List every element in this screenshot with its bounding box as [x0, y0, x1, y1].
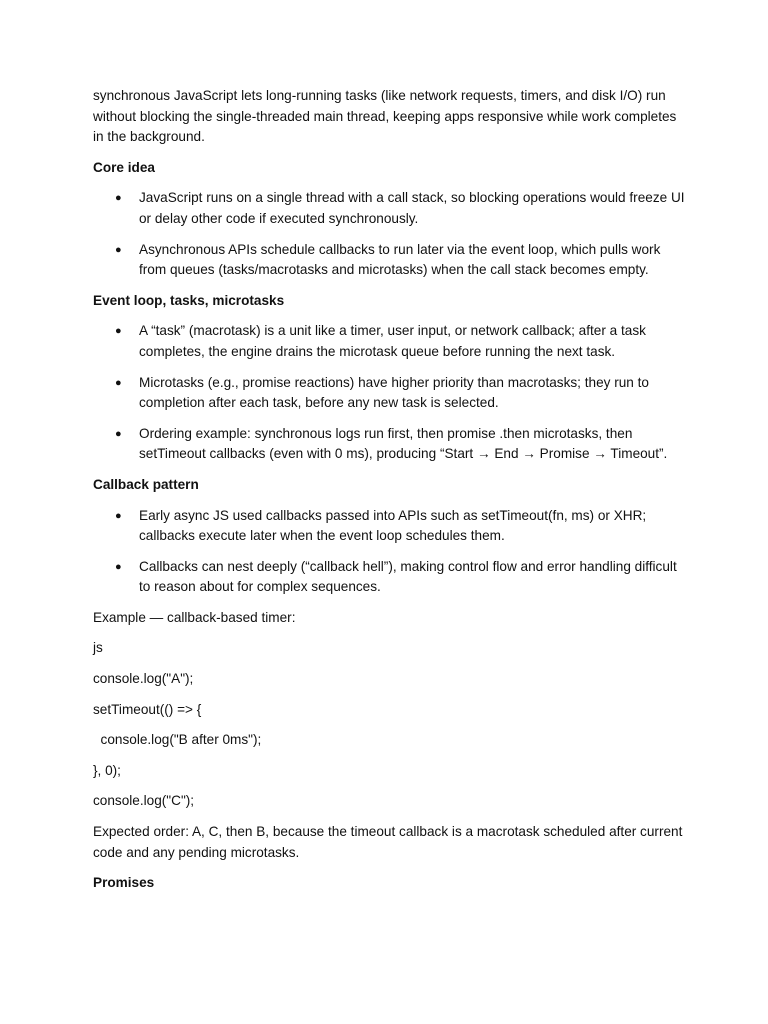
list-item — [93, 506, 689, 547]
bullet-icon: ● — [115, 376, 122, 389]
code-line: console.log("C"); — [93, 793, 195, 809]
bullet-icon: ● — [115, 325, 122, 338]
code-line: }, 0); — [93, 762, 121, 778]
core-idea-heading: Core idea — [93, 159, 155, 175]
callback-pattern-heading: Callback pattern — [93, 476, 199, 492]
list-item — [93, 188, 689, 229]
list-item-text: Microtasks (e.g., promise reactions) have higher priority than macrotasks; they run to completion after each task, before any new task is selected. — [139, 374, 649, 411]
bullet-icon: ● — [115, 427, 122, 440]
intro-paragraph: synchronous JavaScript lets long-running tasks (like network requests, timers, and disk I/O) run without blocking the single-threaded main thread, keeping apps responsive while work completes in the background. — [93, 88, 677, 145]
bullet-icon: ● — [115, 243, 122, 256]
event-loop-heading: Event loop, tasks, microtasks — [93, 292, 285, 308]
list-item — [93, 424, 689, 465]
list-item — [93, 321, 689, 362]
list-item-text: JavaScript runs on a single thread with a call stack, so blocking operations would freeze UI or delay other code if executed synchronously. — [139, 190, 685, 226]
list-item — [93, 373, 689, 414]
code-line: setTimeout(() => { — [93, 701, 202, 717]
list-item-text: Early async JS used callbacks passed into APIs such as setTimeout(fn, ms) or XHR; callbacks execute later when the event loop schedules them. — [139, 507, 647, 544]
callback-pattern-list — [93, 506, 689, 598]
list-item — [93, 240, 689, 281]
example-title: Example — callback-based timer: — [93, 609, 296, 625]
core-idea-list — [93, 188, 689, 280]
promises-heading: Promises — [93, 875, 155, 891]
code-line: console.log("B after 0ms"); — [93, 732, 262, 748]
list-item-text: A “task” (macrotask) is a unit like a timer, user input, or network callback; after a task completes, the engine drains the microtask queue before running the next task. — [139, 323, 646, 359]
bullet-icon: ● — [115, 560, 122, 573]
list-item-text: Callbacks can nest deeply (“callback hell”), making control flow and error handling difficult to reason about for complex sequences. — [139, 558, 677, 595]
expected-order-paragraph: Expected order: A, C, then B, because the timeout callback is a macrotask scheduled after current code and any pending microtasks. — [93, 824, 683, 860]
list-item — [93, 557, 689, 598]
bullet-icon: ● — [115, 192, 122, 205]
bullet-icon: ● — [115, 509, 122, 522]
document-page — [93, 86, 689, 904]
event-loop-list — [93, 321, 689, 465]
list-item-text: Asynchronous APIs schedule callbacks to run later via the event loop, which pulls work from queues (tasks/macrotasks and microtasks) when the call stack becomes empty. — [139, 241, 661, 278]
list-item-text: Ordering example: synchronous logs run first, then promise .then microtasks, then setTimeout callbacks (even with 0 ms), producing “Start → End → Promise → Timeout”. — [139, 425, 668, 462]
code-language-label: js — [93, 640, 103, 656]
code-line: console.log("A"); — [93, 671, 194, 687]
